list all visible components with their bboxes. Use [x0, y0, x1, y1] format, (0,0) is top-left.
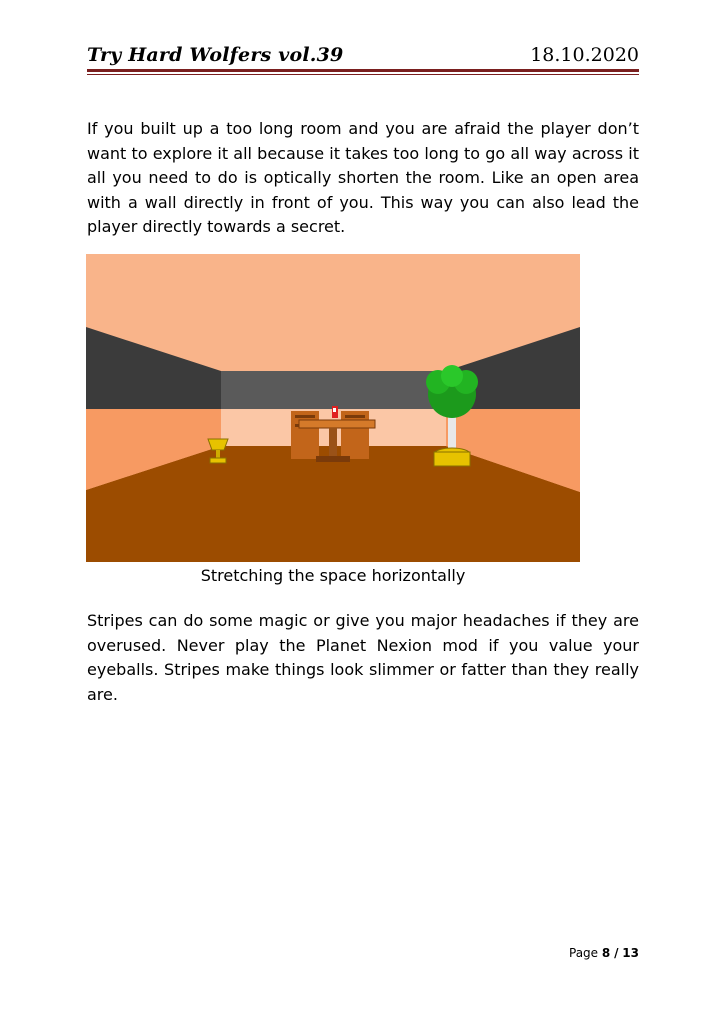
page-footer — [569, 946, 639, 960]
paragraph-2: Stripes can do some magic or give you major headaches if they are overused. Never play the Planet Nexion mod if you value your eyeballs. Stripes make things look slimmer or fatter than they really are. — [87, 611, 639, 704]
figure-caption: Stretching the space horizontally — [200, 566, 466, 585]
page-label: Page — [569, 946, 599, 960]
header-bar — [87, 40, 639, 72]
page-current: 8 — [601, 946, 611, 960]
game-screenshot-figure — [86, 254, 580, 562]
paragraph-1: If you built up a too long room and you are afraid the player don’t want to explore it all because it takes too long to go all way across it all you need to do is optically shorten the room. Like an open area with a wall directly in front of you. This way you can also lead the player directly towards a secret. — [87, 119, 639, 236]
header-rule-thin — [87, 74, 639, 75]
page-total: 13 — [622, 946, 639, 960]
page-separator: / — [614, 946, 619, 960]
header-rule-thick — [87, 69, 639, 72]
game-scene-image — [86, 254, 580, 562]
document-title: Try Hard Wolfers vol.39 — [87, 44, 344, 66]
document-date: 18.10.2020 — [530, 44, 639, 66]
table-with-chairs-icon — [291, 406, 375, 462]
back-wall-dark — [221, 371, 446, 409]
